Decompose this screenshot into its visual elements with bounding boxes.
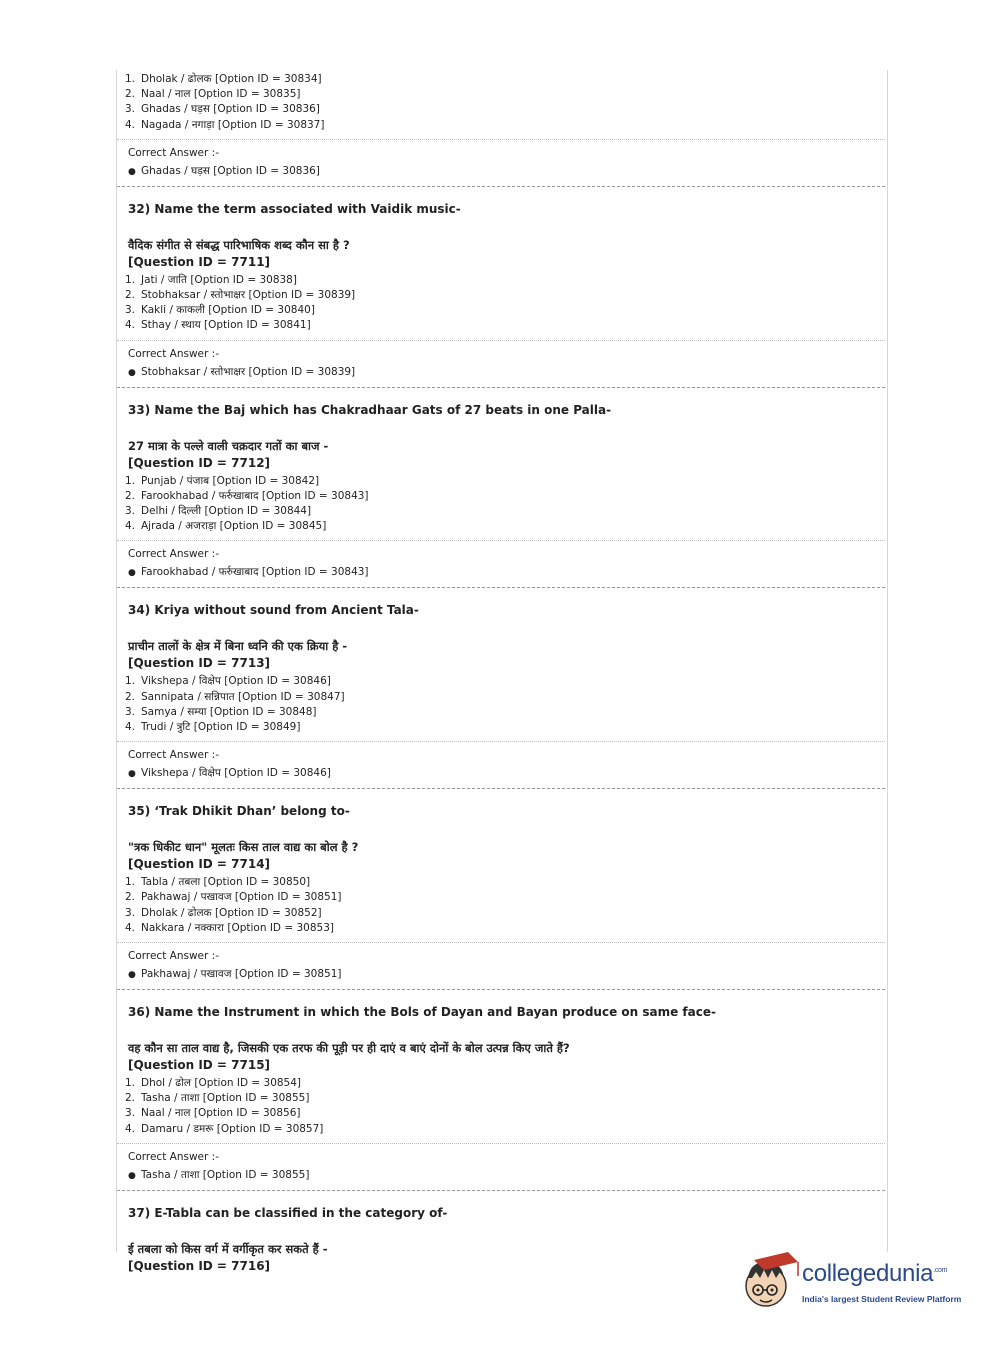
correct-answer-label: Correct Answer :-: [128, 548, 219, 561]
bullet-icon: ●: [128, 1170, 136, 1181]
option-4: 4. Nagada / नगाड़ा [Option ID = 30837]: [125, 118, 325, 131]
question-hindi: वह कौन सा ताल वाद्य है, जिसकी एक तरफ की पूड़ी पर ही दाएं व बाएं दोनों के बोल उत्पन्न किए जाते हैं?: [128, 1041, 570, 1056]
correct-answer-value: ● Stobhaksar / स्तोभाक्षर [Option ID = 30839]: [128, 365, 874, 381]
question-36-block: [117, 990, 885, 1191]
question-34-block: [117, 588, 885, 789]
correct-answer-value: ● Farookhabad / फर्रुखाबाद [Option ID = 30843]: [128, 565, 874, 581]
bullet-icon: ●: [128, 367, 136, 378]
options-list: [117, 271, 885, 341]
question-hindi: "त्रक धिकीट धान" मूलतः किस ताल वाद्य का बोल है ?: [128, 840, 359, 855]
correct-answer-value: ● Pakhawaj / पखावज [Option ID = 30851]: [128, 967, 874, 983]
question-title: 33) Name the Baj which has Chakradhaar Gats of 27 beats in one Palla-: [128, 402, 612, 417]
correct-answer-label: Correct Answer :-: [128, 347, 219, 360]
question-id: [Question ID = 7712]: [128, 455, 271, 470]
bullet-icon: ●: [128, 769, 136, 780]
options-list: [117, 72, 885, 140]
correct-answer: [117, 341, 885, 388]
question-hindi: प्राचीन तालों के क्षेत्र में बिना ध्वनि की एक क्रिया है -: [128, 639, 348, 654]
question-header: [117, 789, 885, 873]
question-33-block: [117, 388, 885, 589]
option-2: 2. Naal / नाल [Option ID = 30835]: [125, 88, 301, 101]
correct-answer: [117, 742, 885, 789]
option-3: 3. Delhi / दिल्ली [Option ID = 30844]: [125, 505, 312, 518]
bullet-icon: ●: [128, 166, 136, 177]
option-3: 3. Samya / सम्या [Option ID = 30848]: [125, 705, 317, 718]
question-hindi: 27 मात्रा के पल्ले वाली चक्रदार गतों का बाज -: [128, 438, 329, 453]
question-paper: [117, 72, 885, 1275]
question-31-block: [117, 72, 885, 187]
options-list: [117, 672, 885, 742]
question-title: 35) ‘Trak Dhikit Dhan’ belong to-: [128, 804, 350, 819]
question-header: [117, 990, 885, 1074]
correct-answer-label: Correct Answer :-: [128, 146, 219, 159]
correct-answer-value: ● Ghadas / घड़स [Option ID = 30836]: [128, 164, 874, 180]
option-4: 4. Damaru / डमरू [Option ID = 30857]: [125, 1122, 324, 1135]
question-header: [117, 187, 885, 271]
option-4: 4. Ajrada / अजराड़ा [Option ID = 30845]: [125, 520, 327, 533]
option-1: 1. Punjab / पंजाब [Option ID = 30842]: [125, 474, 320, 487]
option-4: 4. Sthay / स्थाय [Option ID = 30841]: [125, 319, 311, 332]
correct-answer-label: Correct Answer :-: [128, 749, 219, 762]
question-id: [Question ID = 7714]: [128, 857, 271, 872]
options-list: [117, 472, 885, 542]
question-header: [117, 388, 885, 472]
option-1: 1. Jati / जाति [Option ID = 30838]: [125, 273, 297, 286]
question-title: 32) Name the term associated with Vaidik music-: [128, 201, 461, 216]
mascot-icon: [740, 1250, 802, 1312]
bullet-icon: ●: [128, 568, 136, 579]
option-2: 2. Farookhabad / फर्रुखाबाद [Option ID = 30843]: [125, 489, 369, 502]
option-3: 3. Naal / नाल [Option ID = 30856]: [125, 1107, 301, 1120]
correct-answer-label: Correct Answer :-: [128, 950, 219, 963]
option-3: 3. Dholak / ढोलक [Option ID = 30852]: [125, 906, 322, 919]
option-2: 2. Tasha / ताशा [Option ID = 30855]: [125, 1092, 310, 1105]
option-4: 4. Nakkara / नक्कारा [Option ID = 30853]: [125, 921, 334, 934]
question-hindi: वैदिक संगीत से संबद्ध पारिभाषिक शब्द कौन सा है ?: [128, 237, 350, 252]
correct-answer: [117, 943, 885, 990]
correct-answer: [117, 1144, 885, 1191]
question-id: [Question ID = 7711]: [128, 254, 271, 269]
question-id: [Question ID = 7715]: [128, 1058, 271, 1073]
correct-answer-value: ● Vikshepa / विक्षेप [Option ID = 30846]: [128, 766, 874, 782]
question-32-block: [117, 187, 885, 388]
question-id: [Question ID = 7716]: [128, 1258, 271, 1273]
bullet-icon: ●: [128, 970, 136, 981]
question-id: [Question ID = 7713]: [128, 656, 271, 671]
option-1: 1. Dhol / ढोल [Option ID = 30854]: [125, 1077, 302, 1090]
option-1: 1. Vikshepa / विक्षेप [Option ID = 30846]: [125, 675, 331, 688]
correct-answer-value: ● Tasha / ताशा [Option ID = 30855]: [128, 1168, 874, 1184]
correct-answer: [117, 541, 885, 588]
option-2: 2. Stobhaksar / स्तोभाक्षर [Option ID = 30839]: [125, 289, 356, 302]
question-title: 36) Name the Instrument in which the Bols of Dayan and Bayan produce on same face-: [128, 1005, 716, 1020]
option-3: 3. Kakli / काकली [Option ID = 30840]: [125, 304, 315, 317]
question-hindi: ई तबला को किस वर्ग में वर्गीकृत कर सकते हैं -: [128, 1241, 328, 1256]
option-1: 1. Tabla / तबला [Option ID = 30850]: [125, 876, 311, 889]
option-2: 2. Pakhawaj / पखावज [Option ID = 30851]: [125, 891, 342, 904]
question-title: 37) E-Tabla can be classified in the category of-: [128, 1205, 448, 1220]
options-list: [117, 873, 885, 943]
option-2: 2. Sannipata / सन्निपात [Option ID = 30847]: [125, 690, 345, 703]
correct-answer-label: Correct Answer :-: [128, 1150, 219, 1163]
option-4: 4. Trudi / त्रुटि [Option ID = 30849]: [125, 721, 301, 734]
question-title: 34) Kriya without sound from Ancient Tala-: [128, 603, 419, 618]
collegedunia-logo: [740, 1250, 970, 1320]
question-35-block: [117, 789, 885, 990]
logo-name: collegedunia$^{.com}$: [802, 1260, 948, 1287]
logo-tagline: India's largest Student Review Platform: [802, 1294, 962, 1304]
correct-answer: [117, 140, 885, 187]
option-1: 1. Dholak / ढोलक [Option ID = 30834]: [125, 73, 322, 85]
question-header: [117, 588, 885, 672]
options-list: [117, 1074, 885, 1144]
option-3: 3. Ghadas / घड़स [Option ID = 30836]: [125, 103, 320, 116]
